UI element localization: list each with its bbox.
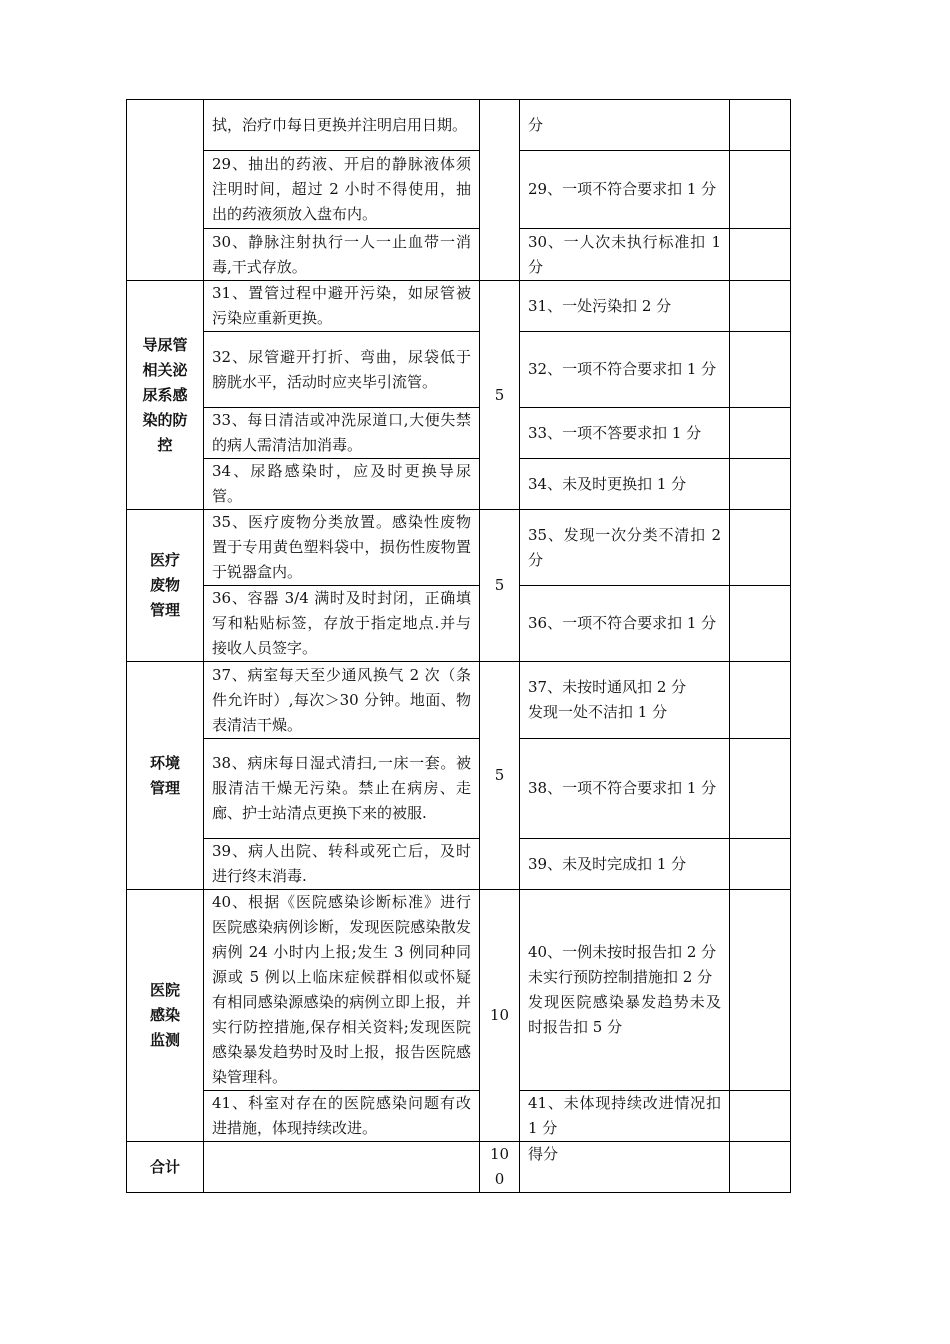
standard-cell: 30、静脉注射执行一人一止血带一消毒,干式存放。 [204,229,480,281]
standard-cell: 31、置管过程中避开污染，如尿管被污染应重新更换。 [204,281,480,332]
points-cell: 5 [480,510,520,662]
standard-cell: 32、尿管避开打折、弯曲，尿袋低于膀胱水平，活动时应夹毕引流管。 [204,332,480,408]
table-row [127,739,791,839]
standard-cell: 拭，治疗巾每日更换并注明启用日期。 [204,100,480,151]
total-standard-cell [204,1142,480,1193]
standard-cell: 29、抽出的药液、开启的静脉液体须注明时间，超过 2 小时不得使用，抽出的药液须放入盘布内。 [204,151,480,229]
total-label: 合计 [127,1142,204,1193]
category-urinary: 导尿管 相关泌 尿系感 染的防 控 [127,281,204,510]
total-score-cell[interactable] [730,1142,791,1193]
score-cell[interactable] [730,408,791,459]
score-cell[interactable] [730,662,791,739]
deduction-cell: 34、未及时更换扣 1 分 [520,459,730,510]
standard-cell: 34、尿路感染时，应及时更换导尿管。 [204,459,480,510]
deduction-cell: 29、一项不符合要求扣 1 分 [520,151,730,229]
category-environment: 环境 管理 [127,662,204,890]
deduction-cell: 37、未按时通风扣 2 分 发现一处不洁扣 1 分 [520,662,730,739]
score-cell[interactable] [730,281,791,332]
standard-cell: 33、每日清洁或冲洗尿道口,大便失禁的病人需清洁加消毒。 [204,408,480,459]
points-cell: 5 [480,662,520,890]
standard-cell: 35、医疗废物分类放置。感染性废物置于专用黄色塑料袋中，损伤性废物置于锐器盒内。 [204,510,480,586]
table-row [127,459,791,510]
table-row [127,510,791,586]
table-row [127,281,791,332]
score-cell[interactable] [730,510,791,586]
inspection-table [126,99,791,1193]
table-row [127,662,791,739]
standard-cell: 37、病室每天至少通风换气 2 次（条件允许时）,每次＞30 分钟。地面、物表清洁干燥。 [204,662,480,739]
standard-cell: 41、科室对存在的医院感染问题有改进措施，体现持续改进。 [204,1091,480,1142]
score-cell[interactable] [730,151,791,229]
points-cell: 10 [480,890,520,1142]
table-row [127,586,791,662]
score-cell[interactable] [730,459,791,510]
score-cell[interactable] [730,1091,791,1142]
score-cell[interactable] [730,586,791,662]
deduction-cell: 31、一处污染扣 2 分 [520,281,730,332]
deduction-cell: 32、一项不符合要求扣 1 分 [520,332,730,408]
table-row [127,151,791,229]
table-row [127,100,791,151]
score-cell[interactable] [730,332,791,408]
standard-cell: 36、容器 3/4 满时及时封闭，正确填写和粘贴标签，存放于指定地点.并与接收人员签字。 [204,586,480,662]
deduction-cell: 38、一项不符合要求扣 1 分 [520,739,730,839]
score-cell[interactable] [730,890,791,1091]
category-waste: 医疗 废物 管理 [127,510,204,662]
score-cell[interactable] [730,839,791,890]
total-score-label: 得分 [520,1142,730,1193]
category-cell-continued [127,100,204,281]
table-row [127,408,791,459]
table-row [127,890,791,1091]
points-cell [480,100,520,281]
deduction-cell: 41、未体现持续改进情况扣 1 分 [520,1091,730,1142]
score-cell[interactable] [730,100,791,151]
table-row [127,1091,791,1142]
standard-cell: 40、根据《医院感染诊断标准》进行医院感染病例诊断，发现医院感染散发病例 24 小时内上报;发生 3 例同种同源或 5 例以上临床症候群相似或怀疑有相同感染源感染的病例立即上报，并实行防控措施,保存相关资料;发现医院感染暴发趋势时及时上报，报告医院感染管理科。 [204,890,480,1091]
score-cell[interactable] [730,739,791,839]
points-cell: 5 [480,281,520,510]
total-row [127,1142,791,1193]
standard-cell: 38、病床每日湿式清扫,一床一套。被服清洁干燥无污染。禁止在病房、走廊、护士站清点更换下来的被服. [204,739,480,839]
deduction-cell: 分 [520,100,730,151]
deduction-cell: 40、一例未按时报告扣 2 分 未实行预防控制措施扣 2 分 发现医院感染暴发趋势未及时报告扣 5 分 [520,890,730,1091]
standard-cell: 39、病人出院、转科或死亡后，及时进行终末消毒. [204,839,480,890]
score-cell[interactable] [730,229,791,281]
table-row [127,839,791,890]
deduction-cell: 36、一项不符合要求扣 1 分 [520,586,730,662]
total-points: 100 [480,1142,520,1193]
deduction-cell: 35、发现一次分类不清扣 2 分 [520,510,730,586]
deduction-cell: 33、一项不答要求扣 1 分 [520,408,730,459]
deduction-cell: 30、一人次未执行标准扣 1 分 [520,229,730,281]
table-row [127,332,791,408]
category-monitoring: 医院 感染 监测 [127,890,204,1142]
deduction-cell: 39、未及时完成扣 1 分 [520,839,730,890]
table-row [127,229,791,281]
